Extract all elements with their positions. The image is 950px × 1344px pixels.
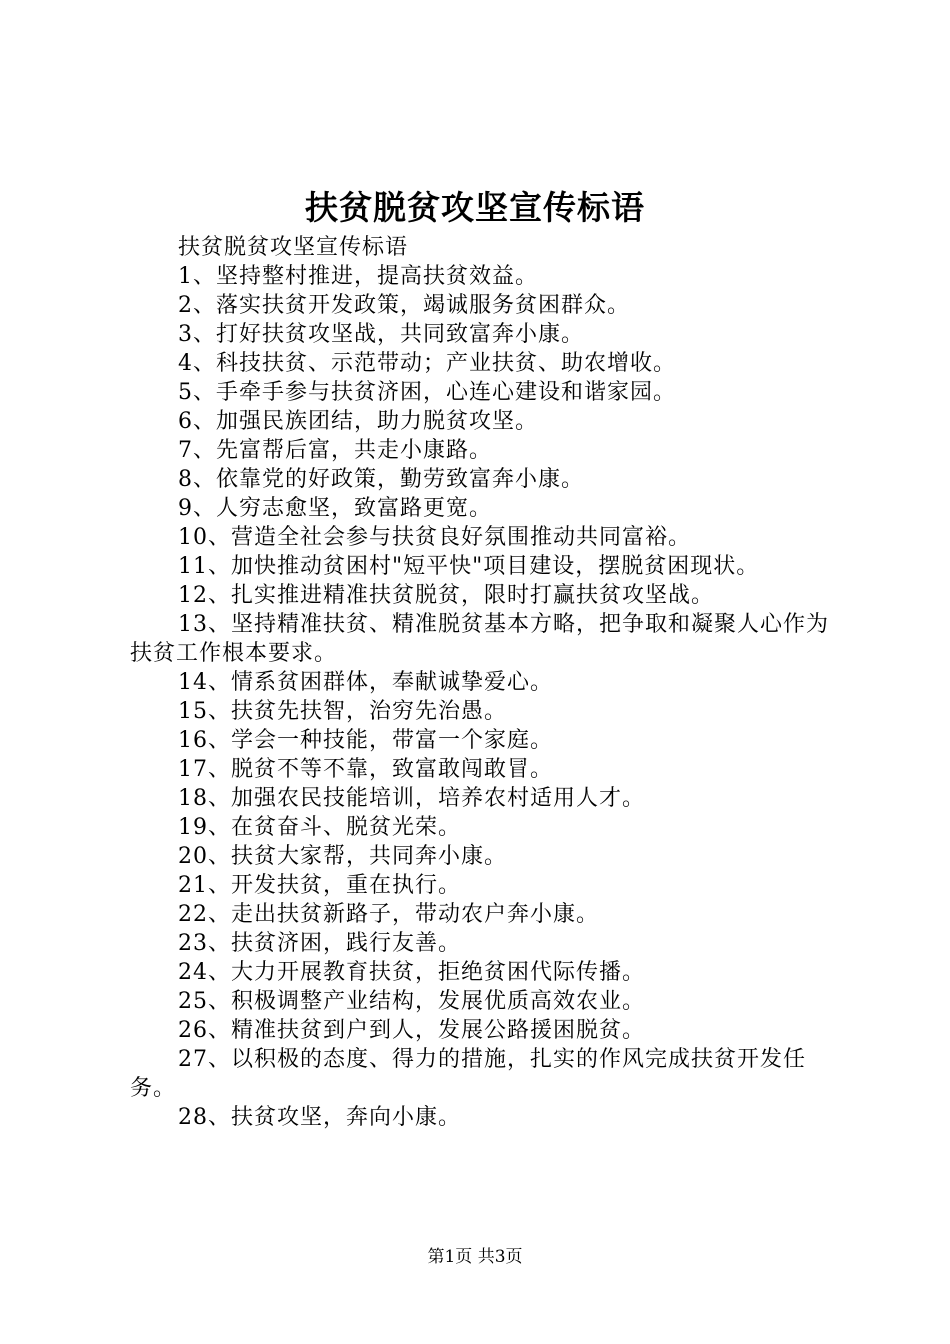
slogan-paragraph: 26、精准扶贫到户到人，发展公路援困脱贫。	[178, 1018, 645, 1043]
slogan-paragraph: 4、科技扶贫、示范带动；产业扶贫、助农增收。	[178, 351, 676, 376]
slogan-paragraph: 3、打好扶贫攻坚战，共同致富奔小康。	[178, 322, 584, 347]
slogan-paragraph: 25、积极调整产业结构，发展优质高效农业。	[178, 989, 645, 1014]
slogan-paragraph: 22、走出扶贫新路子，带动农户奔小康。	[178, 902, 599, 927]
slogan-paragraph: 18、加强农民技能培训，培养农村适用人才。	[178, 786, 645, 811]
page-number-footer: 第1页 共3页	[427, 1247, 523, 1267]
slogan-paragraph: 28、扶贫攻坚，奔向小康。	[178, 1105, 461, 1130]
page-title: 扶贫脱贫攻坚宣传标语	[305, 188, 645, 227]
slogan-paragraph: 10、营造全社会参与扶贫良好氛围推动共同富裕。	[178, 525, 691, 550]
slogan-paragraph: 8、依靠党的好政策，勤劳致富奔小康。	[178, 467, 584, 492]
slogan-paragraph: 13、坚持精准扶贫、精准脱贫基本方略，把争取和凝聚人心作为扶贫工作根本要求。	[130, 612, 829, 666]
slogan-paragraph: 19、在贫奋斗、脱贫光荣。	[178, 815, 461, 840]
slogan-paragraph: 6、加强民族团结，助力脱贫攻坚。	[178, 409, 538, 434]
slogan-paragraph: 16、学会一种技能，带富一个家庭。	[178, 728, 553, 753]
slogan-paragraph: 7、先富帮后富，共走小康路。	[178, 438, 492, 463]
slogan-paragraph: 17、脱贫不等不靠，致富敢闯敢冒。	[178, 757, 553, 782]
slogan-paragraph: 5、手牵手参与扶贫济困，心连心建设和谐家园。	[178, 380, 676, 405]
slogan-paragraph: 12、扎实推进精准扶贫脱贫，限时打赢扶贫攻坚战。	[178, 583, 714, 608]
slogan-paragraph: 1、坚持整村推进，提高扶贫效益。	[178, 264, 538, 289]
slogan-paragraph: 14、情系贫困群体，奉献诚挚爱心。	[178, 670, 553, 695]
slogan-paragraph: 24、大力开展教育扶贫，拒绝贫困代际传播。	[178, 960, 645, 985]
slogan-paragraph: 15、扶贫先扶智，治穷先治愚。	[178, 699, 507, 724]
slogan-paragraph: 20、扶贫大家帮，共同奔小康。	[178, 844, 507, 869]
slogan-paragraph: 2、落实扶贫开发政策，竭诚服务贫困群众。	[178, 293, 630, 318]
slogan-paragraph: 11、加快推动贫困村"短平快"项目建设，摆脱贫困现状。	[178, 554, 760, 579]
document-body	[130, 233, 830, 1132]
subtitle-paragraph: 扶贫脱贫攻坚宣传标语	[178, 235, 409, 260]
slogan-paragraph: 27、以积极的态度、得力的措施，扎实的作风完成扶贫开发任务。	[130, 1047, 806, 1101]
slogan-paragraph: 23、扶贫济困，践行友善。	[178, 931, 461, 956]
slogan-paragraph: 9、人穷志愈坚，致富路更宽。	[178, 496, 492, 521]
slogan-paragraph: 21、开发扶贫，重在执行。	[178, 873, 461, 898]
